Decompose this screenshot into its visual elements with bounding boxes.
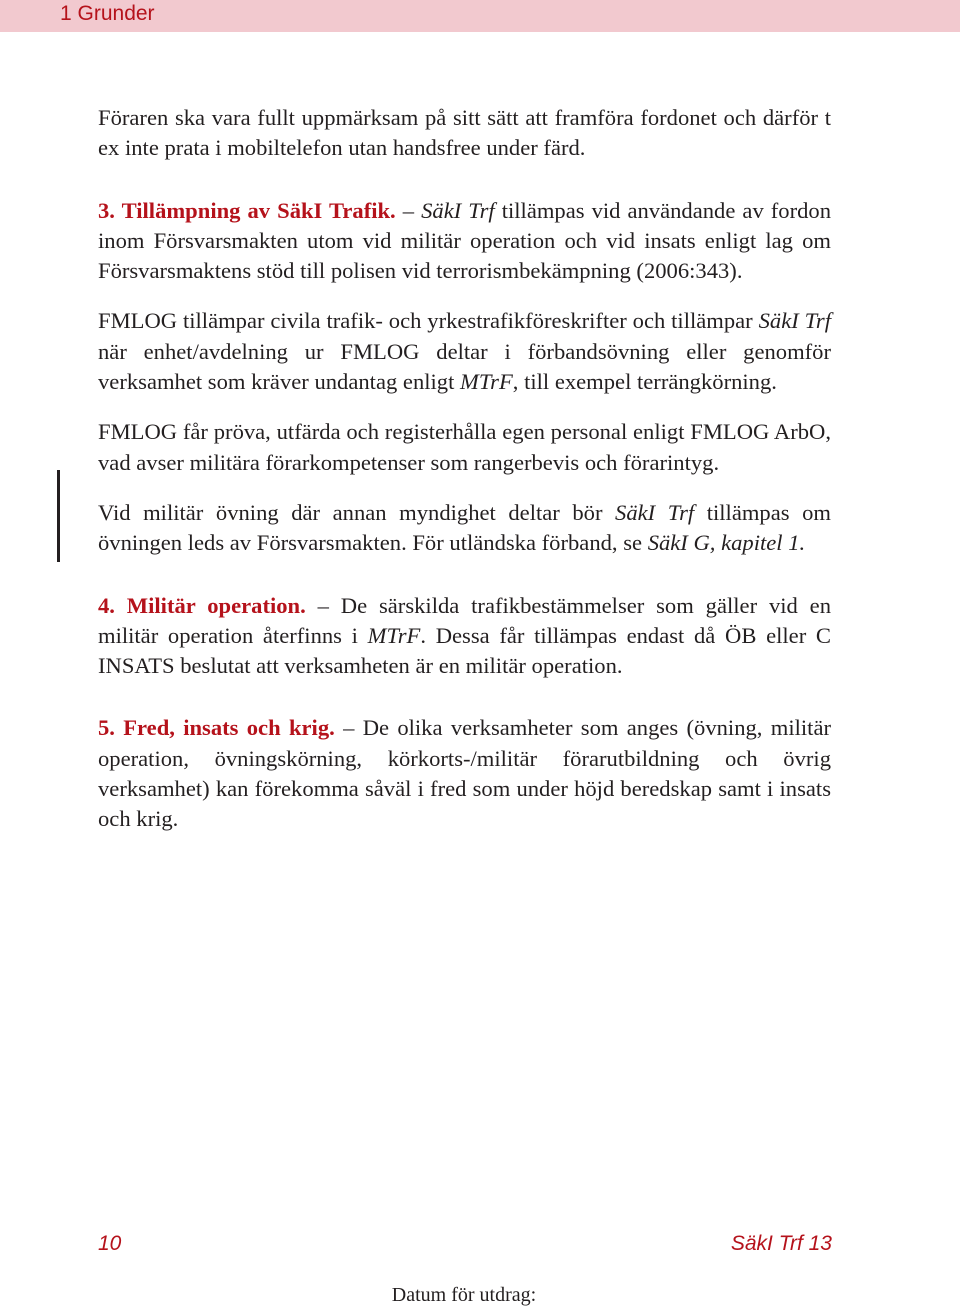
page-body	[98, 103, 831, 855]
section-5-text: De olika verksamheter som anges (övning, militär operation, övningskörning, körkorts-/militär förarutbildning och övrig verksamhet) kan förekomma såväl i fred som under höjd beredskap samt i insats och krig.	[98, 715, 831, 832]
fmlog-text-3: , till exempel terrängkörning.	[512, 369, 777, 395]
paragraph-fmlog-applies	[98, 306, 831, 397]
section-5-paragraph	[98, 713, 831, 834]
section-4-heading: 4. Militär operation.	[98, 592, 306, 618]
section-3-dash: –	[395, 197, 422, 223]
page-number: 10	[98, 1232, 122, 1255]
section-4-text-2: . Dessa får tillämpas endast då ÖB eller C INSATS beslutat att verksamheten är en militär operation.	[98, 622, 831, 679]
paragraph-driver-attention: Föraren ska vara fullt uppmärksam på sitt sätt att framföra fordonet och därför t ex inte prata i mobiltelefon utan handsfree under färd.	[98, 105, 831, 161]
chapter-title: 1 Grunder	[60, 2, 155, 25]
section-3-paragraph	[98, 196, 831, 287]
section-5-dash: –	[334, 715, 363, 741]
paragraph-military-exercise	[98, 498, 831, 559]
section-4-paragraph	[98, 591, 831, 682]
exercise-text-2: tillämpas om övningen leds av Försvarsmakten. För utländska förband, se	[98, 499, 831, 556]
section-5-heading: 5. Fred, insats och krig.	[98, 715, 335, 741]
section-4-ref-mtrf: MTrF	[367, 622, 421, 648]
fmlog-text-1: FMLOG tillämpar civila trafik- och yrkestrafikföreskrifter och tillämpar	[98, 308, 759, 334]
chapter-header-bar	[0, 0, 960, 32]
paragraph-fmlog-competence: FMLOG får pröva, utfärda och registerhålla egen personal enligt FMLOG ArbO, vad avser militära förarkompetenser som rangerbevis och förarintyg.	[98, 419, 831, 475]
exercise-ref-saki-g: SäkI G, kapitel 1.	[647, 530, 806, 556]
fmlog-ref-mtrf: MTrF	[460, 369, 513, 395]
extract-date-stamp: Datum för utdrag:	[391, 1284, 537, 1306]
document-title: SäkI Trf 13	[730, 1232, 832, 1255]
section-3-text: tillämpas vid användande av fordon inom Försvarsmakten utom vid militär operation och vid insats enligt lag om Försvarsmaktens stöd till polisen vid terrorismbekämpning (2006:343).	[98, 197, 832, 284]
section-4-dash: –	[305, 592, 341, 618]
fmlog-text-2: när enhet/avdelning ur FMLOG deltar i förbandsövning eller genomför verksamhet som kräver undantag enligt	[98, 338, 831, 395]
exercise-ref-saki: SäkI Trf	[615, 499, 695, 525]
section-3-ref-saki: SäkI Trf	[421, 197, 495, 223]
section-3-heading: 3. Tillämpning av SäkI Trafik.	[98, 197, 396, 223]
section-4-text-1: De särskilda trafikbestämmelser som gäller vid en militär operation återfinns i	[98, 592, 831, 648]
exercise-text-1: Vid militär övning där annan myndighet deltar bör	[98, 499, 616, 525]
revision-change-bar	[57, 470, 60, 562]
fmlog-ref-saki: SäkI Trf	[758, 308, 832, 334]
